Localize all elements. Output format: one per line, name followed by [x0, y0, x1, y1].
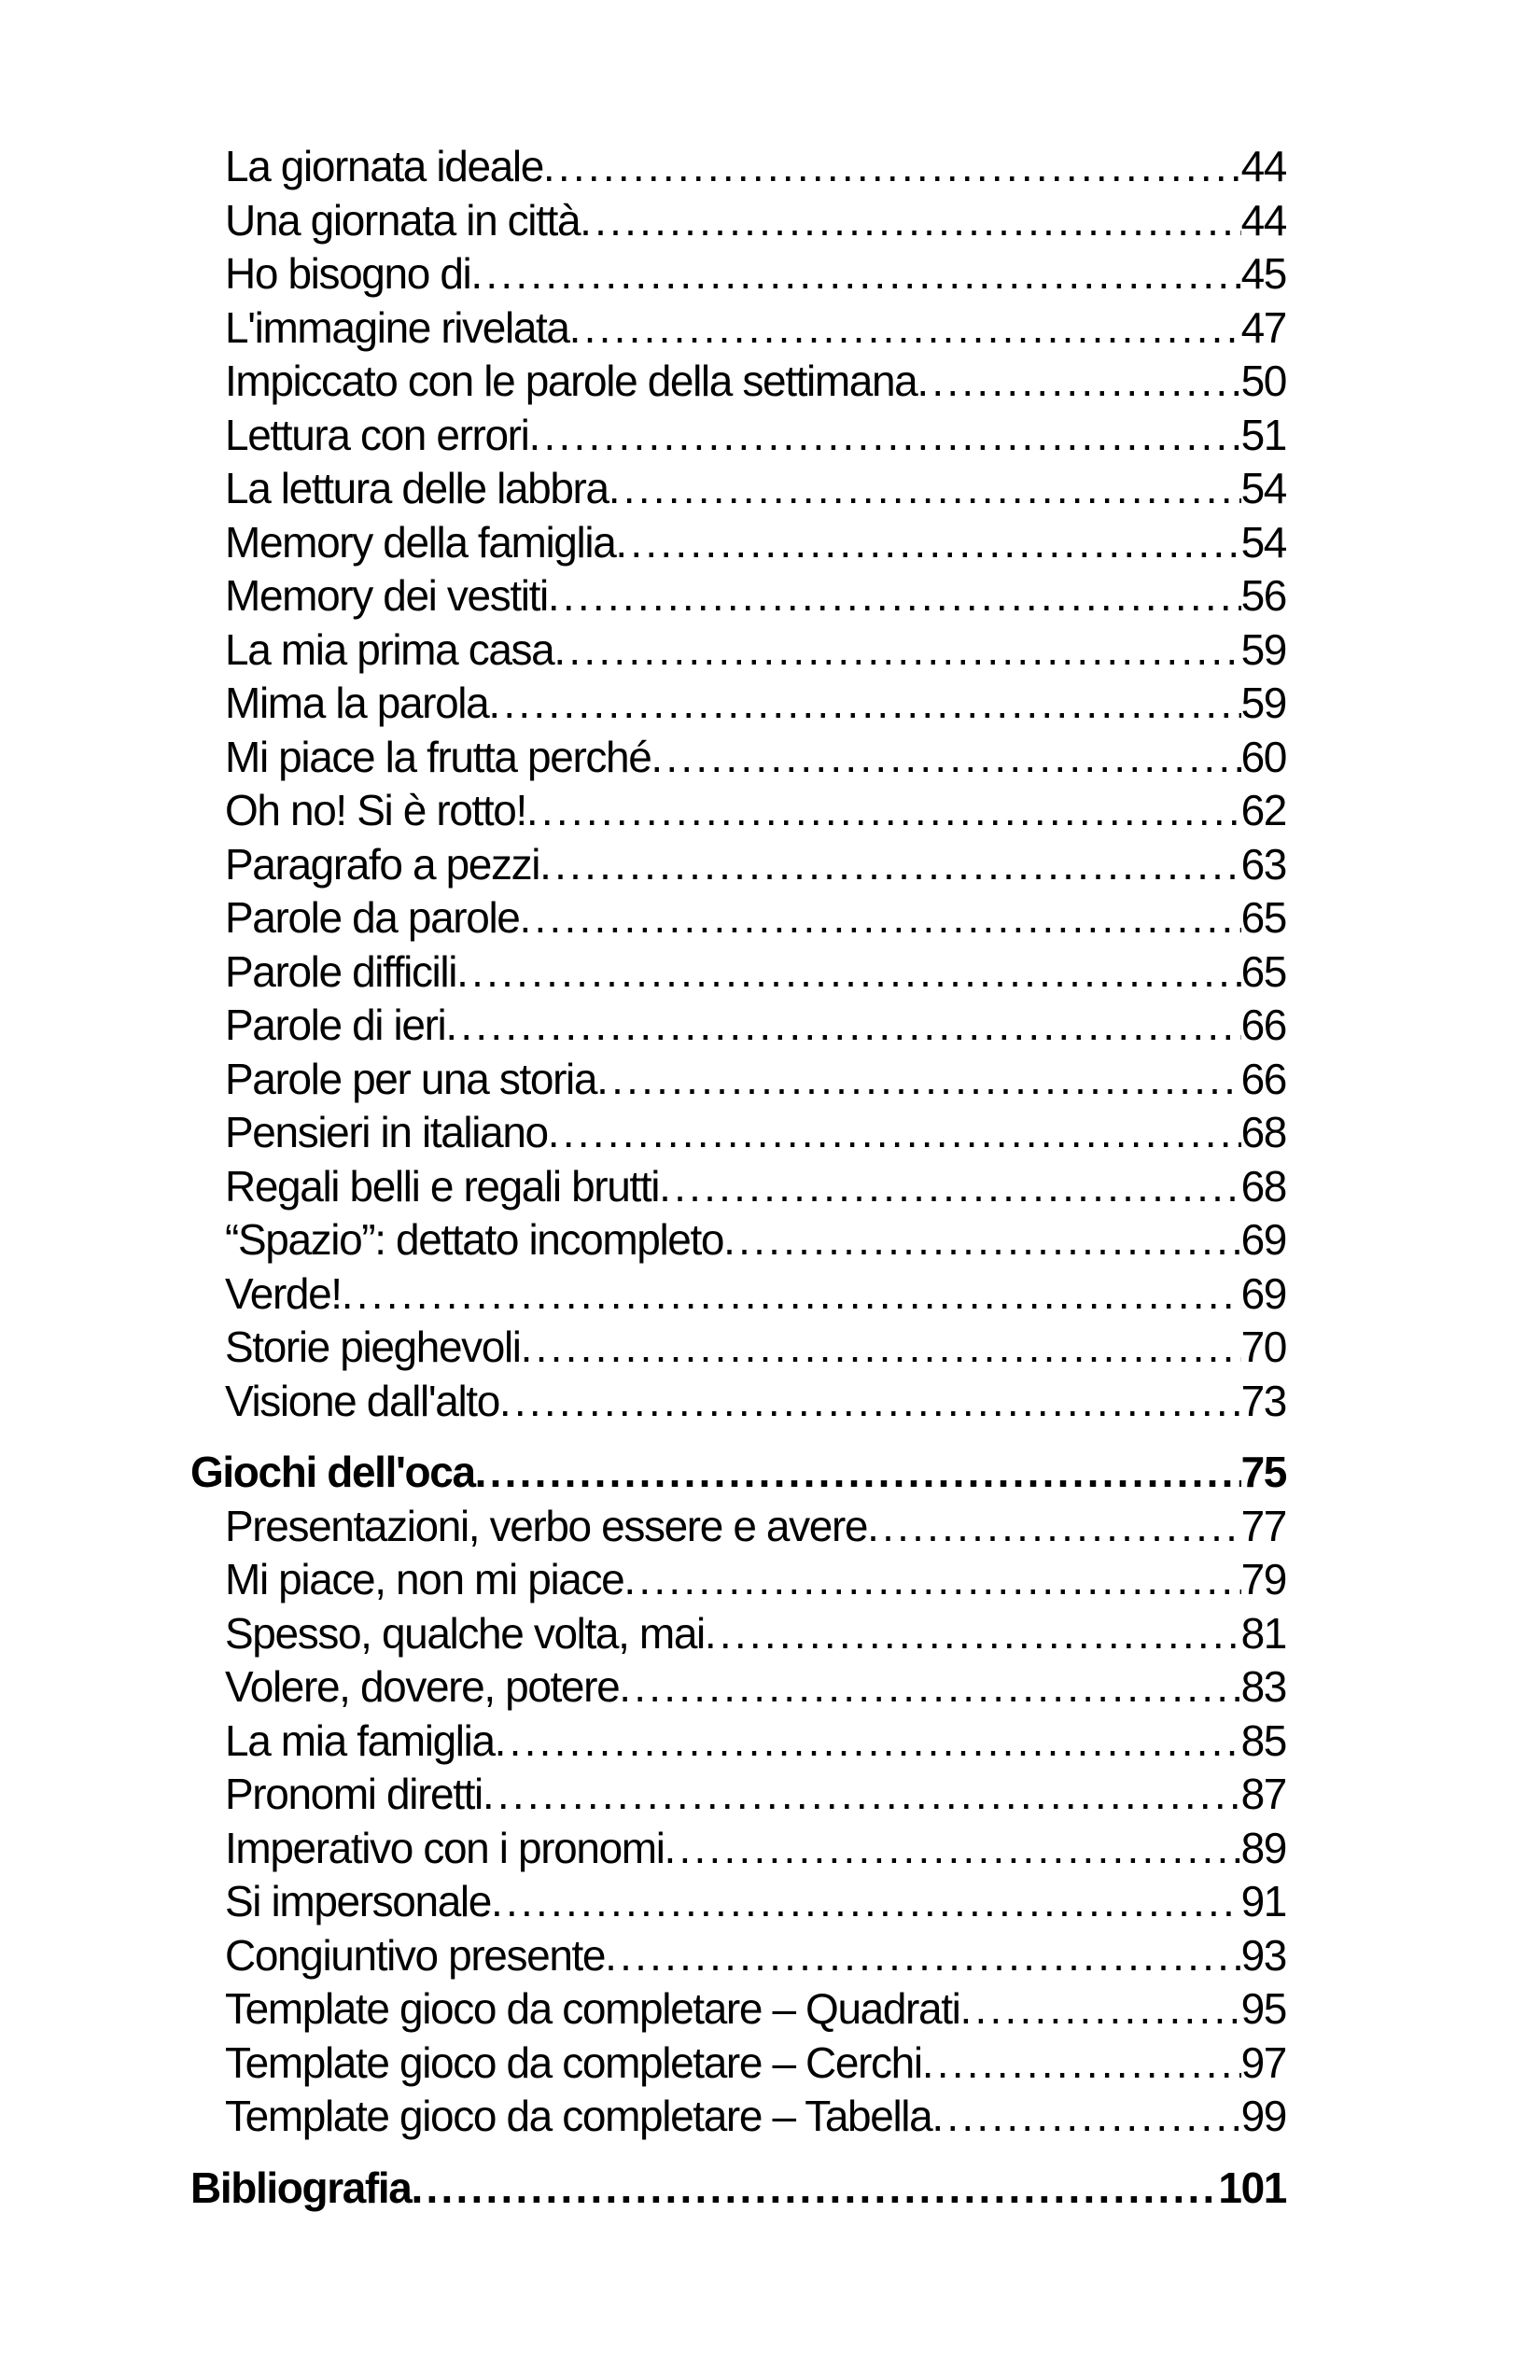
- toc-entry-page: 60: [1240, 732, 1286, 781]
- toc-entry-page: 99: [1240, 2092, 1286, 2140]
- toc-entry-label: Pensieri in italiano: [225, 1108, 548, 1156]
- toc-entry-page: 44: [1240, 195, 1286, 245]
- toc-entry-label: Pronomi diretti: [225, 1770, 483, 1818]
- toc-entry-label: Si impersonale: [225, 1877, 491, 1925]
- dot-leader: [445, 999, 1240, 1053]
- toc-entry: [190, 999, 1286, 1053]
- toc-entry: [190, 1822, 1286, 1876]
- dot-leader: [580, 194, 1240, 248]
- dot-leader: [475, 1446, 1241, 1500]
- toc-entry-page: 44: [1240, 142, 1286, 190]
- toc-entry-label: Volere, dovere, potere: [225, 1662, 620, 1711]
- toc-entry-page: 59: [1240, 679, 1286, 727]
- toc-entry: [190, 838, 1286, 892]
- toc-entry: [190, 569, 1286, 623]
- toc-entry-label: Bibliografia: [190, 2163, 412, 2212]
- toc-entry: [190, 1446, 1286, 1500]
- dot-leader: [959, 1982, 1240, 2037]
- toc-entry-label: Mima la parola: [225, 679, 489, 727]
- toc-entry: [190, 784, 1286, 838]
- dot-leader: [456, 945, 1241, 1000]
- toc-entry: [190, 462, 1286, 516]
- toc-entry: [190, 140, 1286, 194]
- toc-entry: [190, 677, 1286, 731]
- toc-entry: [190, 1768, 1286, 1822]
- toc-entry-label: Mi piace, non mi piace: [225, 1555, 624, 1603]
- toc-entry-page: 68: [1240, 1161, 1286, 1211]
- toc-entry-label: Ho bisogno di: [225, 249, 471, 298]
- toc-entry-label: Congiuntivo presente: [225, 1930, 606, 1980]
- toc-entry-page: 47: [1240, 302, 1286, 352]
- table-of-contents: [190, 140, 1286, 2215]
- toc-entry: [190, 1553, 1286, 1607]
- toc-entry-label: Una giornata in città: [225, 195, 581, 245]
- toc-entry-page: 68: [1240, 1108, 1286, 1156]
- toc-entry: [190, 945, 1286, 1000]
- toc-entry-page: 101: [1218, 2163, 1286, 2212]
- dot-leader: [470, 247, 1240, 301]
- toc-entry: [190, 1715, 1286, 1769]
- toc-entry-page: 54: [1240, 517, 1286, 567]
- toc-entry-label: Paragrafo a pezzi: [225, 839, 540, 889]
- toc-entry-label: Parole da parole: [225, 893, 520, 942]
- toc-entry-label: La mia famiglia: [225, 1715, 495, 1765]
- toc-entry-page: 85: [1240, 1715, 1286, 1765]
- dot-leader: [548, 569, 1241, 623]
- dot-leader: [488, 677, 1240, 731]
- toc-entry-page: 65: [1240, 946, 1286, 996]
- dot-leader: [528, 409, 1240, 463]
- toc-entry: [190, 1982, 1286, 2037]
- toc-entry-page: 89: [1240, 1823, 1286, 1872]
- toc-entry: [190, 1875, 1286, 1929]
- dot-leader: [917, 355, 1240, 409]
- dot-leader: [411, 2162, 1218, 2216]
- toc-entry-label: Giochi dell'oca: [190, 1448, 475, 1496]
- dot-leader: [596, 1053, 1241, 1107]
- toc-entry-page: 91: [1240, 1877, 1286, 1925]
- toc-entry-page: 87: [1240, 1770, 1286, 1818]
- dot-leader: [619, 1660, 1240, 1715]
- toc-entry-page: 93: [1240, 1930, 1286, 1980]
- toc-entry-label: Lettura con errori: [225, 410, 529, 459]
- dot-leader: [609, 462, 1241, 516]
- toc-entry: [190, 891, 1286, 945]
- dot-leader: [495, 1715, 1241, 1769]
- toc-entry: [190, 2162, 1286, 2216]
- toc-entry-page: 83: [1240, 1662, 1286, 1711]
- dot-leader: [543, 140, 1241, 194]
- toc-entry-page: 59: [1240, 624, 1286, 674]
- toc-entry-page: 77: [1240, 1501, 1286, 1550]
- toc-entry-label: Memory dei vestiti: [225, 571, 548, 620]
- dot-leader: [520, 891, 1241, 945]
- toc-entry: [190, 2090, 1286, 2144]
- toc-entry-page: 56: [1240, 571, 1286, 620]
- dot-leader: [539, 838, 1241, 892]
- toc-entry-page: 65: [1240, 893, 1286, 942]
- toc-entry-label: Oh no! Si è rotto!: [225, 786, 526, 834]
- toc-entry: [190, 1213, 1286, 1267]
- dot-leader: [665, 1822, 1241, 1876]
- dot-leader: [342, 1267, 1241, 1322]
- toc-entry-label: Verde!: [225, 1268, 342, 1318]
- toc-entry-label: La giornata ideale: [225, 142, 543, 190]
- toc-entry-page: 50: [1240, 357, 1286, 405]
- dot-leader: [931, 2090, 1240, 2144]
- toc-entry-label: Imperativo con i pronomi: [225, 1823, 665, 1872]
- dot-leader: [605, 1929, 1240, 1983]
- dot-leader: [723, 1213, 1240, 1267]
- dot-leader: [526, 784, 1241, 838]
- toc-entry-label: Parole di ieri: [225, 1001, 446, 1049]
- toc-entry-page: 70: [1240, 1323, 1286, 1371]
- toc-entry-page: 51: [1240, 410, 1286, 459]
- toc-entry-label: Mi piace la frutta perché: [225, 732, 651, 781]
- toc-entry-page: 97: [1240, 2037, 1286, 2087]
- toc-entry: [190, 301, 1286, 356]
- dot-leader: [615, 516, 1240, 570]
- toc-entry-label: Regali belli e regali brutti: [225, 1161, 660, 1211]
- toc-entry: [190, 1607, 1286, 1661]
- toc-entry-label: L'immagine rivelata: [225, 302, 569, 352]
- toc-entry: [190, 1660, 1286, 1715]
- toc-entry-label: Parole difficili: [225, 946, 457, 996]
- toc-entry-page: 79: [1240, 1555, 1286, 1603]
- toc-entry-page: 75: [1240, 1448, 1286, 1496]
- dot-leader: [521, 1321, 1241, 1375]
- toc-entry-label: “Spazio”: dettato incompleto: [225, 1215, 724, 1264]
- toc-entry: [190, 1375, 1286, 1429]
- toc-entry: [190, 355, 1286, 409]
- toc-entry: [190, 194, 1286, 248]
- toc-entry: [190, 409, 1286, 463]
- toc-entry: [190, 1160, 1286, 1214]
- toc-entry: [190, 516, 1286, 570]
- dot-leader: [867, 1500, 1240, 1554]
- toc-entry: [190, 247, 1286, 301]
- toc-entry-page: 66: [1240, 1001, 1286, 1049]
- toc-entry-page: 81: [1240, 1608, 1286, 1658]
- toc-entry-page: 62: [1240, 786, 1286, 834]
- dot-leader: [483, 1768, 1241, 1822]
- toc-entry-label: Storie pieghevoli: [225, 1323, 521, 1371]
- toc-entry: [190, 2037, 1286, 2091]
- toc-entry-page: 45: [1240, 249, 1286, 298]
- dot-leader: [569, 301, 1241, 356]
- toc-entry: [190, 623, 1286, 678]
- toc-entry-label: Memory della famiglia: [225, 517, 616, 567]
- toc-entry-page: 69: [1240, 1215, 1286, 1264]
- toc-entry-label: La lettura delle labbra: [225, 464, 609, 512]
- dot-leader: [659, 1160, 1241, 1214]
- toc-entry: [190, 1053, 1286, 1107]
- dot-leader: [623, 1553, 1240, 1607]
- toc-entry-page: 73: [1240, 1376, 1286, 1425]
- toc-entry-label: La mia prima casa: [225, 624, 554, 674]
- toc-entry-page: 69: [1240, 1268, 1286, 1318]
- toc-entry-label: Template gioco da completare – Cerchi: [225, 2037, 922, 2087]
- toc-entry-label: Presentazioni, verbo essere e avere: [225, 1501, 868, 1550]
- toc-entry-label: Impiccato con le parole della settimana: [225, 357, 917, 405]
- dot-leader: [499, 1375, 1241, 1429]
- dot-leader: [922, 2037, 1241, 2091]
- dot-leader: [491, 1875, 1241, 1929]
- toc-entry-label: Template gioco da completare – Quadrati: [225, 1984, 960, 2033]
- toc-entry-page: 66: [1240, 1054, 1286, 1103]
- toc-entry: [190, 1500, 1286, 1554]
- dot-leader: [553, 623, 1240, 678]
- toc-entry-label: Parole per una storia: [225, 1054, 597, 1103]
- toc-entry-page: 63: [1240, 839, 1286, 889]
- toc-entry-label: Visione dall'alto: [225, 1376, 499, 1425]
- toc-entry-page: 95: [1240, 1984, 1286, 2033]
- toc-entry: [190, 1321, 1286, 1375]
- dot-leader: [705, 1607, 1241, 1661]
- toc-entry: [190, 1929, 1286, 1983]
- dot-leader: [548, 1106, 1241, 1160]
- toc-entry: [190, 1106, 1286, 1160]
- dot-leader: [651, 731, 1240, 785]
- toc-entry-label: Spesso, qualche volta, mai: [225, 1608, 705, 1658]
- toc-entry-label: Template gioco da completare – Tabella: [225, 2092, 932, 2140]
- toc-entry: [190, 731, 1286, 785]
- toc-entry-page: 54: [1240, 464, 1286, 512]
- toc-entry: [190, 1267, 1286, 1322]
